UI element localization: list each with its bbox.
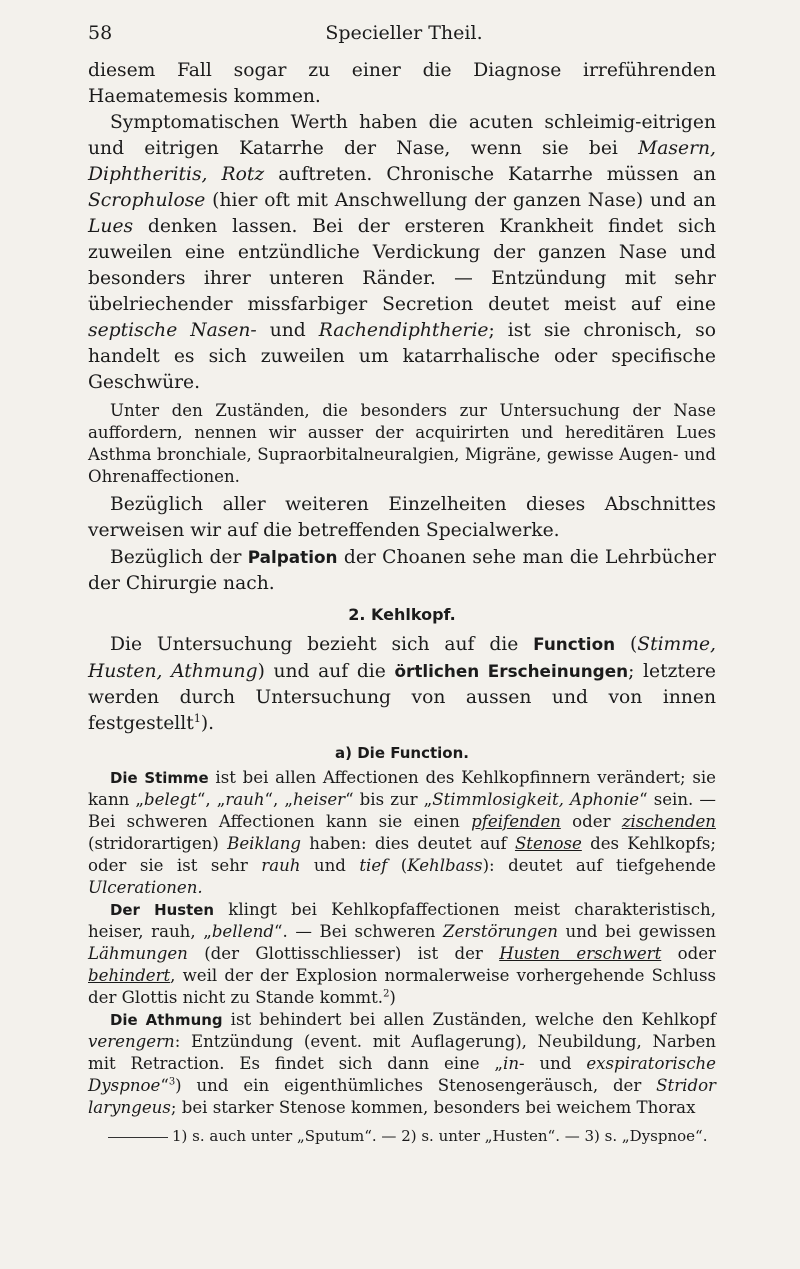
- page-header: [88, 22, 720, 48]
- paragraph-special-works: Bezüglich aller weiteren Einzelheiten dieses Abschnittes verweisen wir auf die betreffenden Specialwerke.: [88, 494, 716, 541]
- footnote-rule: [108, 1137, 168, 1138]
- paragraph-cough: Der Husten klingt bei Kehlkopfaffectionen meist charakteristisch, heiser, rauh, „bellend“. — Bei schweren Zerstörungen und bei gewissen Lähmungen (der Glottisschliesser) ist der Husten erschwert oder behindert, weil der der Explosion normalerweise vorhergehende Schluss der Glottis nicht zu Stande kommt.$^2$): [88, 900, 717, 1007]
- paragraph-symptomatic-catarrh: Symptomatischen Werth haben die acuten schleimig-eitrigen und eitrigen Katarrhe der Nase, wenn sie bei Masern, Diphtheritis, Rotz auftreten. Chronische Katarrhe müssen an Scrophulose (hier oft mit Anschwellung der ganzen Nase) und an Lues denken lassen. Bei der ersteren Krankheit findet sich zuweilen eine entzündliche Verdickung der ganzen Nase und besonders ihrer unteren Ränder. — Entzündung mit sehr übelriechender missfarbiger Secretion deutet meist auf eine septische Nasen- und Rachendiphtherie; ist sie chronisch, so handelt es sich zuweilen um katarrhalische oder specifische Geschwüre.: [88, 112, 716, 393]
- paragraph-voice: Die Stimme ist bei allen Affectionen des Kehlkopfinnern verändert; sie kann „belegt“, „rauh“, „heiser“ bis zur „Stimmlosigkeit, Aphonie“ sein. — Bei schweren Affectionen kann sie einen pfeifenden oder zischenden (stridorartigen) Beiklang haben: dies deutet auf Stenose des Kehlkopfs; oder sie ist sehr rauh und tief (Kehlbass): deutet auf tiefgehende Ulcerationen.: [88, 768, 717, 897]
- paragraph-examination: Die Untersuchung bezieht sich auf die Function (Stimme, Husten, Athmung) und auf die örtlichen Erscheinungen; letztere werden durch Untersuchung von aussen und von innen festgestellt$^1$).: [88, 634, 716, 734]
- small-print-block: [88, 400, 716, 488]
- page-number: 58: [88, 22, 113, 44]
- function-details: [88, 767, 716, 1119]
- paragraph-breathing: Die Athmung ist behindert bei allen Zuständen, welche den Kehlkopf verengern: Entzündung (event. mit Auflagerung), Neubildung, Narben mit Retraction. Es findet sich dann eine „in- und exspiratorische Dyspnoe“$^3$) und ein eigenthümliches Stenosengeräusch, der Stridor laryngeus; bei starker Stenose kommen, besonders bei weichem Thorax: [88, 1010, 716, 1117]
- section-heading-kehlkopf: 2. Kehlkopf.: [348, 605, 456, 624]
- page-body: [88, 58, 716, 1147]
- subsection-heading-function: a) Die Function.: [335, 744, 469, 762]
- paragraph-haematemesis: diesem Fall sogar zu einer die Diagnose irreführenden Haematemesis kommen.: [88, 60, 716, 107]
- footnotes: 1) s. auch unter „Sputum“. — 2) s. unter „Husten“. — 3) s. „Dyspnoe“.: [88, 1125, 716, 1147]
- paragraph-palpation: Bezüglich der Palpation der Choanen sehe man die Lehrbücher der Chirurgie nach.: [88, 547, 716, 594]
- paragraph-indications: Unter den Zuständen, die besonders zur Untersuchung der Nase auffordern, nennen wir ausser der acquirirten und hereditären Lues Asthma bronchiale, Supraorbitalneuralgien, Migräne, gewisse Augen- und Ohrenaffectionen.: [88, 401, 716, 486]
- running-title: Specieller Theil.: [325, 22, 483, 44]
